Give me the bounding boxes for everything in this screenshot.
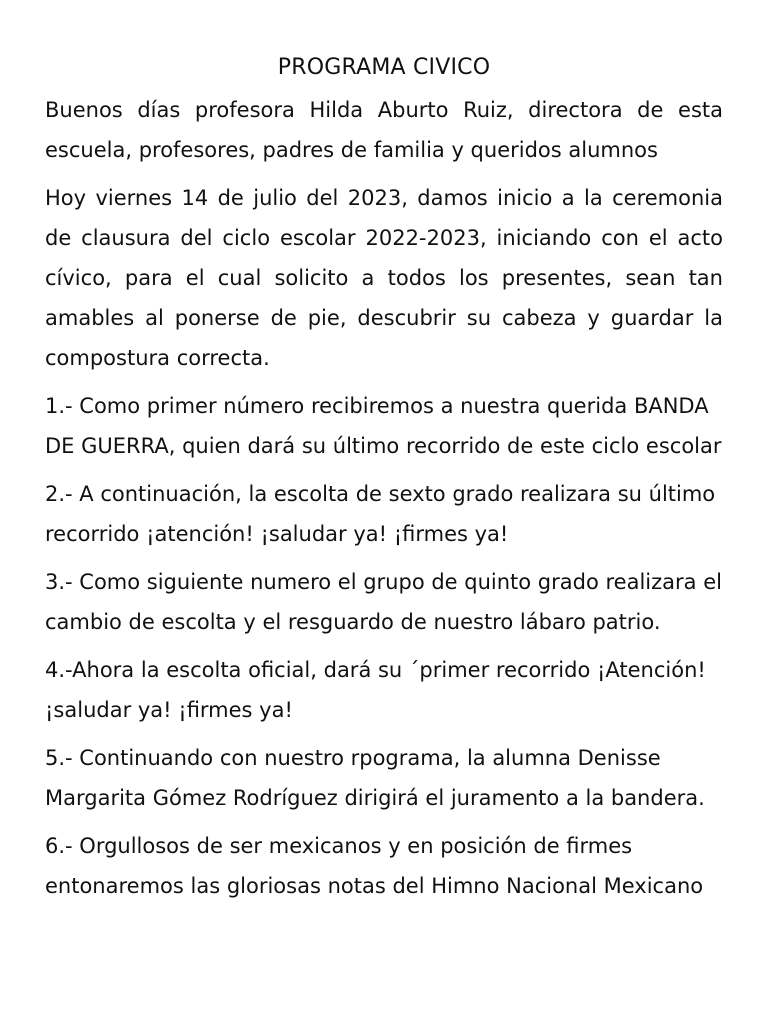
program-item-4: 4.-Ahora la escolta oficial, dará su ´primer recorrido ¡Atención! ¡saludar ya! ¡firmes ya! xyxy=(45,658,706,722)
document-title: PROGRAMA CIVICO xyxy=(277,55,491,80)
intro-paragraph: Hoy viernes 14 de julio del 2023, damos inicio a la ceremonia de clausura del ciclo escolar 2022-2023, iniciando con el acto cívico, para el cual solicito a todos los presentes, sean tan amables al ponerse de pie, descubrir su cabeza y guardar la compostura correcta. xyxy=(45,186,723,370)
document-page xyxy=(45,48,723,914)
greeting-paragraph: Buenos días profesora Hilda Aburto Ruiz, directora de esta escuela, profesores, padres de familia y queridos alumnos xyxy=(45,98,723,162)
program-item-1: 1.- Como primer número recibiremos a nuestra querida BANDA DE GUERRA, quien dará su último recorrido de este ciclo escolar xyxy=(45,394,722,458)
program-item-2: 2.- A continuación, la escolta de sexto grado realizara su último recorrido ¡atención! ¡saludar ya! ¡firmes ya! xyxy=(45,482,716,546)
program-item-5: 5.- Continuando con nuestro rpograma, la alumna Denisse Margarita Gómez Rodríguez dirigirá el juramento a la bandera. xyxy=(45,746,705,810)
program-item-6: 6.- Orgullosos de ser mexicanos y en posición de firmes entonaremos las gloriosas notas del Himno Nacional Mexicano xyxy=(45,834,704,898)
program-item-3: 3.- Como siguiente numero el grupo de quinto grado realizara el cambio de escolta y el resguardo de nuestro lábaro patrio. xyxy=(45,570,722,634)
